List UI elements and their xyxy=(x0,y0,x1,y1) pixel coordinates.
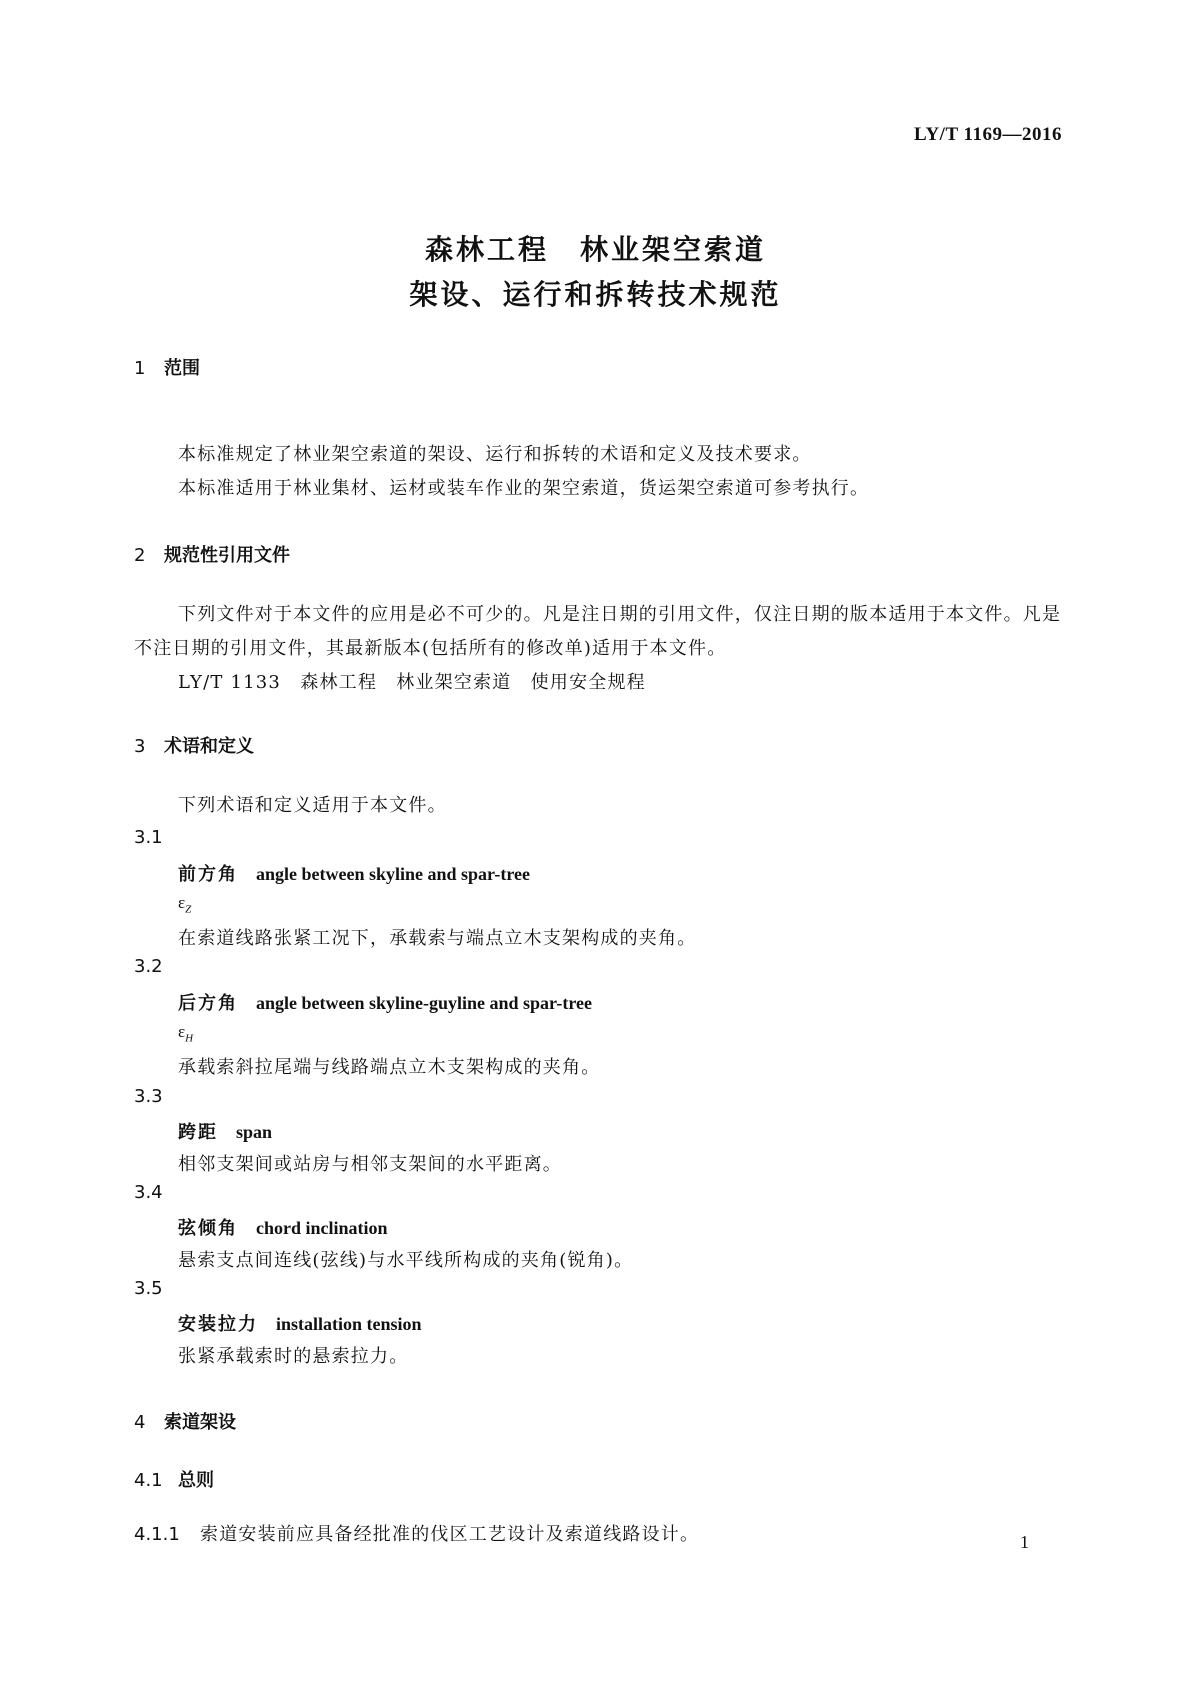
term-number: 3.5 xyxy=(134,1278,163,1299)
symbol-letter: ε xyxy=(178,1022,186,1041)
subsection-title: 总则 xyxy=(178,1470,214,1491)
symbol-subscript: H xyxy=(185,1032,194,1045)
symbol-subscript: Z xyxy=(185,903,192,916)
clause-number: 4.1.1 xyxy=(134,1524,180,1545)
section-heading-installation xyxy=(134,1408,236,1434)
symbol-letter: ε xyxy=(178,893,186,912)
term-chinese: 后方角 xyxy=(178,993,238,1014)
term-definition: 张紧承载索时的悬索拉力。 xyxy=(178,1346,409,1367)
term-name xyxy=(178,1310,422,1336)
section-heading-normative-references xyxy=(134,541,290,567)
term-name xyxy=(178,1118,272,1144)
clause-text: 索道安装前应具备经批准的伐区工艺设计及索道线路设计。 xyxy=(200,1524,700,1545)
scope-paragraph-2: 本标准适用于林业集材、运材或装车作业的架空索道，货运架空索道可参考执行。 xyxy=(178,478,870,499)
term-definition: 承载索斜拉尾端与线路端点立木支架构成的夹角。 xyxy=(178,1057,601,1078)
term-number: 3.4 xyxy=(134,1182,163,1203)
term-number: 3.1 xyxy=(134,827,163,848)
term-symbol xyxy=(178,893,191,915)
term-name xyxy=(178,860,530,886)
term-chinese: 前方角 xyxy=(178,864,238,885)
section-number: 4 xyxy=(134,1412,146,1433)
reference-item: LY/T 1133 森林工程 林业架空索道 使用安全规程 xyxy=(178,672,646,693)
section-title: 范围 xyxy=(164,358,200,379)
section-title: 规范性引用文件 xyxy=(164,545,290,566)
term-symbol xyxy=(178,1022,193,1044)
scope-paragraph-1: 本标准规定了林业架空索道的架设、运行和拆转的术语和定义及技术要求。 xyxy=(178,444,812,465)
term-english: angle between skyline and spar-tree xyxy=(256,864,530,884)
term-chinese: 安装拉力 xyxy=(178,1314,258,1335)
term-english: chord inclination xyxy=(256,1218,388,1238)
term-definition: 悬索支点间连线(弦线)与水平线所构成的夹角(锐角)。 xyxy=(178,1250,634,1271)
references-paragraph: 下列文件对于本文件的应用是必不可少的。凡是注日期的引用文件，仅注日期的版本适用于本文件。凡是不注日期的引用文件，其最新版本(包括所有的修改单)适用于本文件。 xyxy=(134,604,1062,659)
term-number: 3.2 xyxy=(134,956,163,977)
subsection-number: 4.1 xyxy=(134,1470,163,1491)
section-title: 术语和定义 xyxy=(164,736,254,757)
term-name xyxy=(178,989,592,1015)
term-english: installation tension xyxy=(276,1314,422,1334)
term-chinese: 跨距 xyxy=(178,1122,218,1143)
terms-intro: 下列术语和定义适用于本文件。 xyxy=(178,795,447,816)
document-title-line-1: 森林工程 林业架空索道 xyxy=(424,233,766,266)
term-chinese: 弦倾角 xyxy=(178,1218,238,1239)
section-number: 3 xyxy=(134,736,146,757)
section-heading-terms xyxy=(134,732,254,758)
subsection-heading-general xyxy=(134,1466,214,1492)
section-title: 索道架设 xyxy=(164,1412,236,1433)
term-definition: 相邻支架间或站房与相邻支架间的水平距离。 xyxy=(178,1154,562,1175)
clause-4-1-1 xyxy=(134,1520,699,1546)
document-title-line-2: 架设、运行和拆转技术规范 xyxy=(409,278,782,311)
term-english: angle between skyline-guyline and spar-tree xyxy=(256,993,592,1013)
page-number: 1 xyxy=(1020,1532,1029,1552)
term-name xyxy=(178,1214,388,1240)
term-number: 3.3 xyxy=(134,1086,163,1107)
section-heading-scope xyxy=(134,354,200,380)
section-number: 2 xyxy=(134,545,146,566)
term-definition: 在索道线路张紧工况下，承载索与端点立木支架构成的夹角。 xyxy=(178,928,697,949)
document-number: LY/T 1169—2016 xyxy=(914,124,1062,145)
term-english: span xyxy=(236,1122,273,1142)
section-number: 1 xyxy=(134,358,146,379)
